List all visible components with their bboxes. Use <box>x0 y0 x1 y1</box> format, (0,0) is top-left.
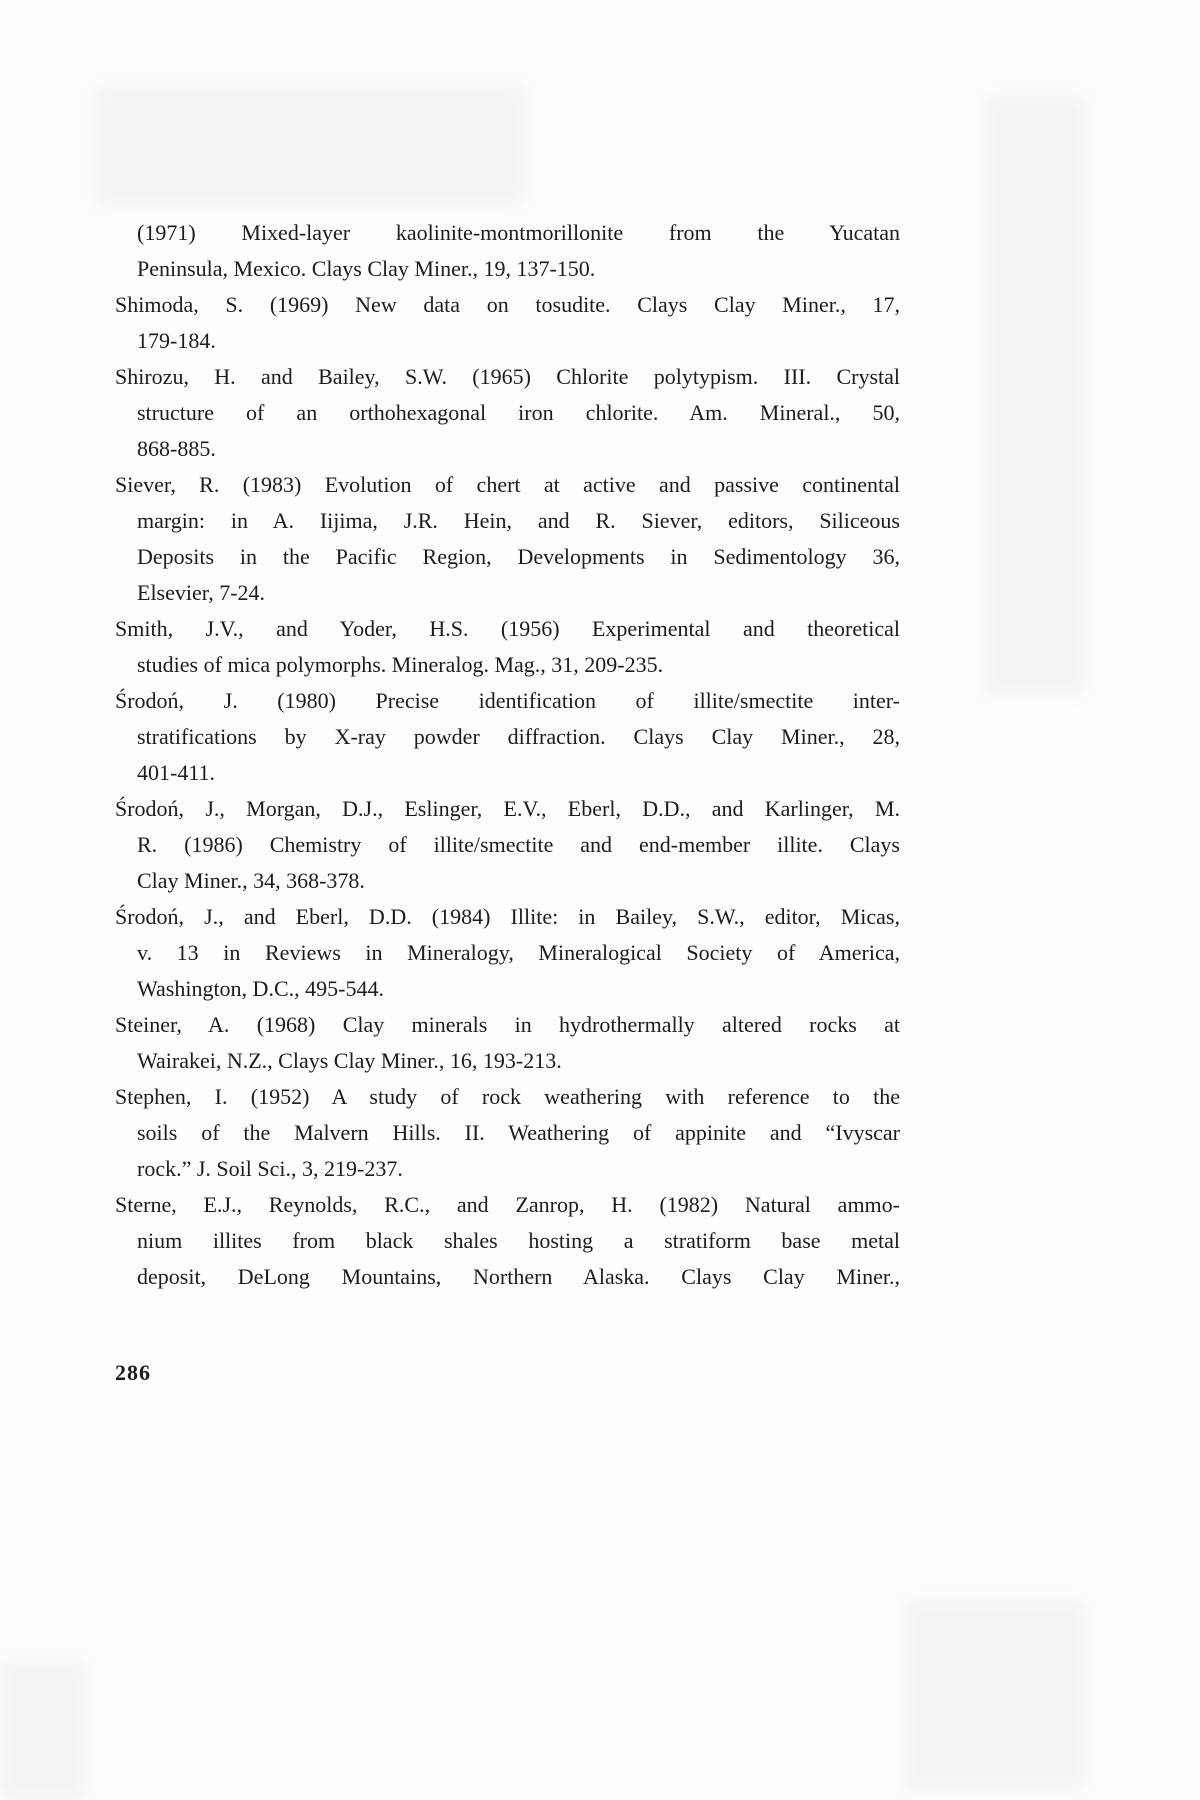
reference-line: (1971) Mixed-layer kaolinite-montmorillonite from the Yucatan <box>137 220 900 245</box>
reference-entry <box>115 683 900 791</box>
reference-line: soils of the Malvern Hills. II. Weathering of appinite and “Ivyscar <box>137 1120 900 1145</box>
reference-line: 868-885. <box>137 436 216 461</box>
reference-line: nium illites from black shales hosting a stratiform base metal <box>137 1228 900 1253</box>
reference-line: Środoń, J. (1980) Precise identification of illite/smectite inter- <box>115 688 900 713</box>
reference-line: Elsevier, 7-24. <box>137 580 266 605</box>
reference-entry <box>115 611 900 683</box>
page-number: 286 <box>115 1360 151 1385</box>
reference-entry <box>115 467 900 611</box>
reference-line: Steiner, A. (1968) Clay minerals in hydrothermally altered rocks at <box>115 1012 900 1037</box>
reference-line: Shimoda, S. (1969) New data on tosudite. Clays Clay Miner., 17, <box>115 292 900 317</box>
reference-line: v. 13 in Reviews in Mineralogy, Mineralogical Society of America, <box>137 940 900 965</box>
scan-shading-right <box>985 95 1085 695</box>
reference-line: margin: in A. Iijima, J.R. Hein, and R. Siever, editors, Siliceous <box>137 508 900 533</box>
reference-entry <box>115 215 900 287</box>
scan-shading-bottom-right <box>905 1600 1085 1790</box>
reference-line: Clay Miner., 34, 368-378. <box>137 868 365 893</box>
scan-shading-bottom-left <box>0 1660 85 1800</box>
reference-entry <box>115 1079 900 1187</box>
reference-entry <box>115 791 900 899</box>
reference-entry <box>115 1187 900 1295</box>
reference-entry <box>115 287 900 359</box>
reference-line: Smith, J.V., and Yoder, H.S. (1956) Experimental and theoretical <box>115 616 900 641</box>
scan-shading-top-left <box>95 85 525 205</box>
reference-line: rock.” J. Soil Sci., 3, 219-237. <box>137 1156 403 1181</box>
reference-line: Shirozu, H. and Bailey, S.W. (1965) Chlorite polytypism. III. Crystal <box>115 364 900 389</box>
reference-line: structure of an orthohexagonal iron chlorite. Am. Mineral., 50, <box>137 400 900 425</box>
reference-line: 179-184. <box>137 328 216 353</box>
reference-line: 401-411. <box>137 760 216 785</box>
reference-entry <box>115 359 900 467</box>
reference-line: R. (1986) Chemistry of illite/smectite and end-member illite. Clays <box>137 832 900 857</box>
reference-line: Środoń, J., and Eberl, D.D. (1984) Illite: in Bailey, S.W., editor, Micas, <box>115 904 900 929</box>
reference-entry <box>115 899 900 1007</box>
reference-line: studies of mica polymorphs. Mineralog. Mag., 31, 209-235. <box>137 652 664 677</box>
reference-entry <box>115 1007 900 1079</box>
reference-line: Washington, D.C., 495-544. <box>137 976 384 1001</box>
reference-line: stratifications by X-ray powder diffraction. Clays Clay Miner., 28, <box>137 724 900 749</box>
reference-line: Wairakei, N.Z., Clays Clay Miner., 16, 193-213. <box>137 1048 562 1073</box>
references-list <box>115 215 900 1295</box>
reference-line: Peninsula, Mexico. Clays Clay Miner., 19, 137-150. <box>137 256 596 281</box>
reference-line: Sterne, E.J., Reynolds, R.C., and Zanrop, H. (1982) Natural ammo- <box>115 1192 900 1217</box>
reference-line: deposit, DeLong Mountains, Northern Alaska. Clays Clay Miner., <box>137 1264 900 1289</box>
reference-line: Środoń, J., Morgan, D.J., Eslinger, E.V., Eberl, D.D., and Karlinger, M. <box>115 796 900 821</box>
reference-line: Siever, R. (1983) Evolution of chert at active and passive continental <box>115 472 900 497</box>
reference-line: Stephen, I. (1952) A study of rock weathering with reference to the <box>115 1084 900 1109</box>
reference-line: Deposits in the Pacific Region, Developments in Sedimentology 36, <box>137 544 900 569</box>
